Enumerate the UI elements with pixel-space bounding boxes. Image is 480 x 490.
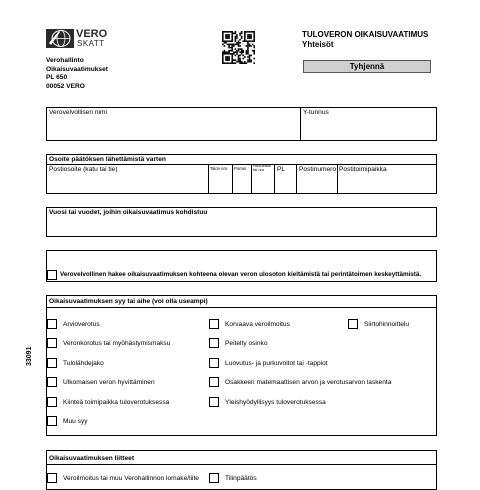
reason-label: Muu syy bbox=[63, 418, 88, 425]
reason-checkbox-korvaava[interactable] bbox=[209, 319, 219, 329]
address-line-2: Oikaisuvaatimukset bbox=[46, 65, 108, 73]
reason-checkbox-kiintea-toimipaikka[interactable] bbox=[47, 397, 57, 407]
reason-checkbox-arvioverotus[interactable] bbox=[47, 319, 57, 329]
reason-checkbox-ulkomainen-vero[interactable] bbox=[47, 377, 57, 387]
prohibition-label: Verovelvollinen hakee oikaisuvaatimuksen kohteena olevan veron ulosoton kieltämistä tai perintätoimen keskeyttämistä. bbox=[60, 271, 422, 278]
divider bbox=[337, 164, 338, 194]
reason-label: Yleishyödyllisyys tuloverotuksessa bbox=[225, 399, 326, 406]
business-id-field[interactable] bbox=[302, 117, 435, 139]
divider bbox=[274, 164, 275, 194]
reason-label: Luovutus- ja purkuvoitot tai -tappiot bbox=[225, 360, 328, 367]
divider bbox=[208, 164, 209, 194]
taxpayer-name-field[interactable] bbox=[48, 117, 298, 139]
post-office-field[interactable] bbox=[339, 174, 435, 192]
building-label: Talon nro bbox=[210, 166, 228, 171]
address-line-1: Verohallinto bbox=[46, 57, 84, 64]
stair-label: Porras bbox=[234, 166, 247, 171]
reason-label: Korvaava veroilmoitus bbox=[225, 321, 290, 328]
logo-text-skatt: SKATT bbox=[77, 39, 105, 48]
reason-label: Veronkorotus tai myöhästymismaksu bbox=[63, 340, 171, 347]
reason-label: Ulkomaisen veron hyvittäminen bbox=[63, 379, 155, 386]
business-id-label: Y-tunnus bbox=[303, 109, 329, 116]
taxpayer-name-label: Verovelvollisen nimi bbox=[49, 109, 107, 116]
postal-code-label: Postinumero bbox=[299, 166, 337, 173]
post-office-label: Postitoimipaikka bbox=[339, 166, 387, 173]
reason-checkbox-luovutusvoitot[interactable] bbox=[209, 358, 219, 368]
reason-checkbox-muu-syy[interactable] bbox=[47, 416, 57, 426]
reason-label: Kiinteä toimipaikka tuloverotuksessa bbox=[63, 399, 170, 406]
divider bbox=[46, 464, 437, 465]
apartment-label: Huoneisto tai nro bbox=[253, 163, 272, 173]
reasons-title: Oikaisuvaatimuksen syy tai aihe (voi olla useampi) bbox=[49, 298, 208, 305]
address-section-title: Osoite päätöksen lähettämistä varten bbox=[49, 156, 166, 163]
postal-code-field[interactable] bbox=[298, 174, 336, 192]
form-subtitle: Yhteisöt bbox=[302, 40, 334, 49]
reason-label: Arvioverotus bbox=[63, 321, 100, 328]
reason-label: Osakkeen matemaattisen arvon ja verotusarvon laskenta bbox=[225, 379, 392, 386]
recipient-address bbox=[46, 57, 108, 91]
divider bbox=[251, 164, 252, 194]
logo-text-vero: VERO bbox=[76, 28, 108, 40]
prohibition-checkbox[interactable] bbox=[47, 270, 57, 280]
address-line-3: PL 650 bbox=[46, 74, 68, 82]
attachment-checkbox-veroilmoitus[interactable] bbox=[47, 473, 57, 483]
years-field[interactable] bbox=[48, 218, 435, 235]
divider bbox=[296, 164, 297, 194]
reason-label: Peitelty osinko bbox=[225, 340, 268, 347]
reason-checkbox-peitelty-osinko[interactable] bbox=[209, 338, 219, 348]
attachments-title: Oikaisuvaatimuksen liitteet bbox=[49, 455, 135, 462]
address-line-4: 00052 VERO bbox=[46, 82, 85, 90]
reason-checkbox-veronkorotus[interactable] bbox=[47, 338, 57, 348]
form-title: TULOVERON OIKAISUVAATIMUS bbox=[302, 30, 429, 39]
reason-checkbox-yleishyodyllisyys[interactable] bbox=[209, 397, 219, 407]
vero-logo bbox=[46, 29, 106, 49]
qr-code bbox=[222, 31, 255, 64]
divider bbox=[46, 307, 437, 308]
po-box-label: PL bbox=[277, 166, 286, 173]
attachment-checkbox-tilinpaatos[interactable] bbox=[209, 473, 219, 483]
years-label: Vuosi tai vuodet, joihin oikaisuvaatimus kohdistuu bbox=[49, 209, 208, 216]
reason-checkbox-osakkeen-arvo[interactable] bbox=[209, 377, 219, 387]
reason-label: Siirtohinnoittelu bbox=[364, 321, 410, 328]
side-form-code: 33091 bbox=[26, 346, 33, 366]
attachment-label: Veroilmoitus tai muu Verohallinnon lomake/liite bbox=[63, 475, 199, 482]
clear-button[interactable]: Tyhjennä bbox=[303, 60, 431, 73]
reason-checkbox-siirtohinnoittelu[interactable] bbox=[348, 319, 358, 329]
divider bbox=[232, 164, 233, 194]
reason-label: Tulolähdejako bbox=[63, 360, 104, 367]
divider bbox=[46, 164, 437, 165]
attachment-label: Tilinpäätös bbox=[225, 475, 257, 482]
street-label: Postiosoite (katu tai tie) bbox=[49, 166, 118, 173]
divider bbox=[300, 107, 301, 141]
globe-icon bbox=[46, 29, 74, 48]
reason-checkbox-tulolahdejako[interactable] bbox=[47, 358, 57, 368]
street-field[interactable] bbox=[48, 174, 206, 192]
